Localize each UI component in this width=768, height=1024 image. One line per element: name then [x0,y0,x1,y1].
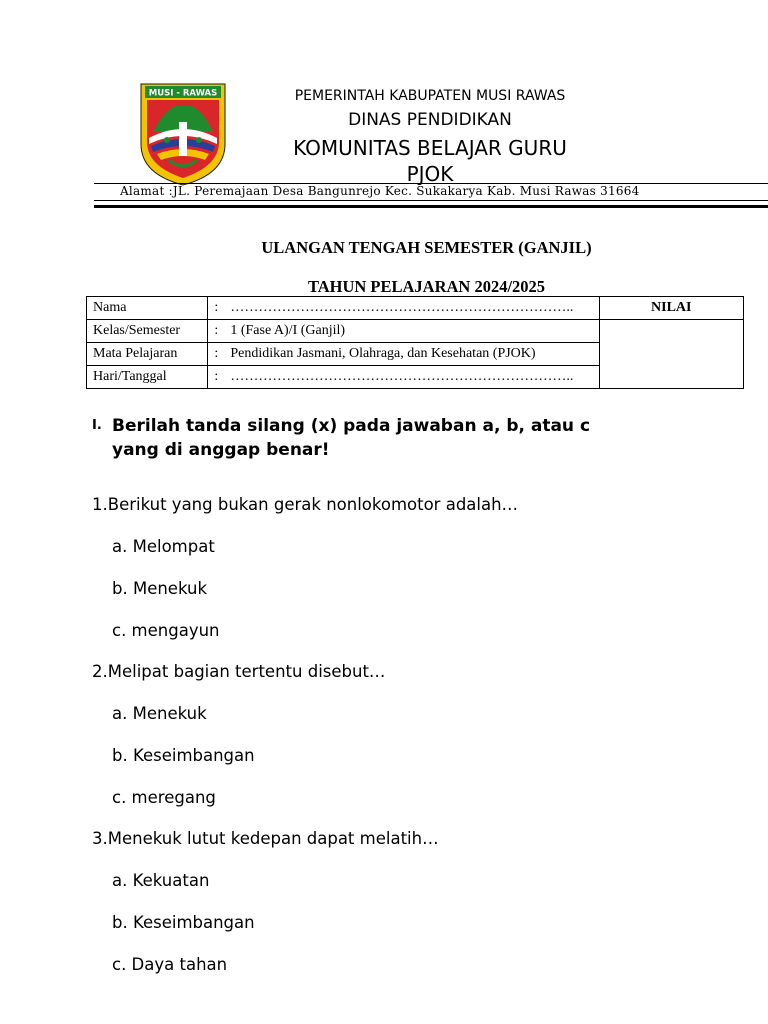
date-field[interactable] [208,366,599,389]
colon: : [214,369,219,384]
class-value [208,320,599,343]
question-1 [92,495,518,514]
section-instruction: Berilah tanda silang (x) pada jawaban a, b, atau c yang di anggap benar! [112,416,591,460]
question-number: 2. [92,662,108,681]
header-community: KOMUNITAS BELAJAR GURU [293,136,567,160]
row-label-date: Hari/Tanggal [87,366,208,389]
colon: : [214,323,219,338]
score-header: NILAI [599,297,743,320]
option-3b[interactable]: b. Keseimbangan [112,913,255,932]
name-field[interactable] [208,297,599,320]
row-label-class: Kelas/Semester [87,320,208,343]
question-3 [92,829,439,848]
question-number: 1. [92,495,108,514]
header-rule-thick [94,205,768,208]
question-2 [92,662,385,681]
score-box[interactable] [599,320,743,389]
header-government: PEMERINTAH KABUPATEN MUSI RAWAS [294,88,566,104]
table-row [87,297,744,320]
option-1b[interactable]: b. Menekuk [112,579,208,598]
section-number: I. [92,418,102,433]
student-info-table [86,296,744,389]
header-rule-thin [94,200,768,201]
subject-text: Pendidikan Jasmani, Olahraga, dan Kesehatan (PJOK) [230,346,536,361]
colon: : [214,300,219,315]
option-1c[interactable]: c. mengayun [112,621,220,640]
table-row [87,320,744,343]
subject-value [208,343,599,366]
question-text: Melipat bagian tertentu disebut… [107,662,386,681]
header-address: Alamat :JL. Peremajaan Desa Bangunrejo Kec. Sukakarya Kab. Musi Rawas 31664 [120,184,640,198]
option-3a[interactable]: a. Kekuatan [112,871,210,890]
option-1a[interactable]: a. Melompat [112,537,215,556]
exam-year: TAHUN PELAJARAN 2024/2025 [307,277,546,296]
emblem-banner: MUSI - RAWAS [148,88,218,99]
option-2b[interactable]: b. Keseimbangan [112,746,255,765]
option-2c[interactable]: c. meregang [112,788,216,807]
musi-rawas-emblem [139,82,227,186]
header-agency: DINAS PENDIDIKAN [348,110,512,130]
row-label-subject: Mata Pelajaran [87,343,208,366]
question-number: 3. [92,829,108,848]
option-3c[interactable]: c. Daya tahan [112,955,228,974]
class-text: 1 (Fase A)/I (Ganjil) [230,323,346,338]
option-2a[interactable]: a. Menekuk [112,704,207,723]
header-subject: PJOK [406,164,454,185]
name-blank: ……………………………………………………………….. [230,300,574,315]
exam-title: ULANGAN TENGAH SEMESTER (GANJIL) [261,238,592,257]
colon: : [214,346,219,361]
date-blank: ……………………………………………………………….. [230,369,574,384]
question-text: Berikut yang bukan gerak nonlokomotor adalah… [107,495,519,514]
row-label-name: Nama [87,297,208,320]
question-text: Menekuk lutut kedepan dapat melatih… [107,829,439,848]
